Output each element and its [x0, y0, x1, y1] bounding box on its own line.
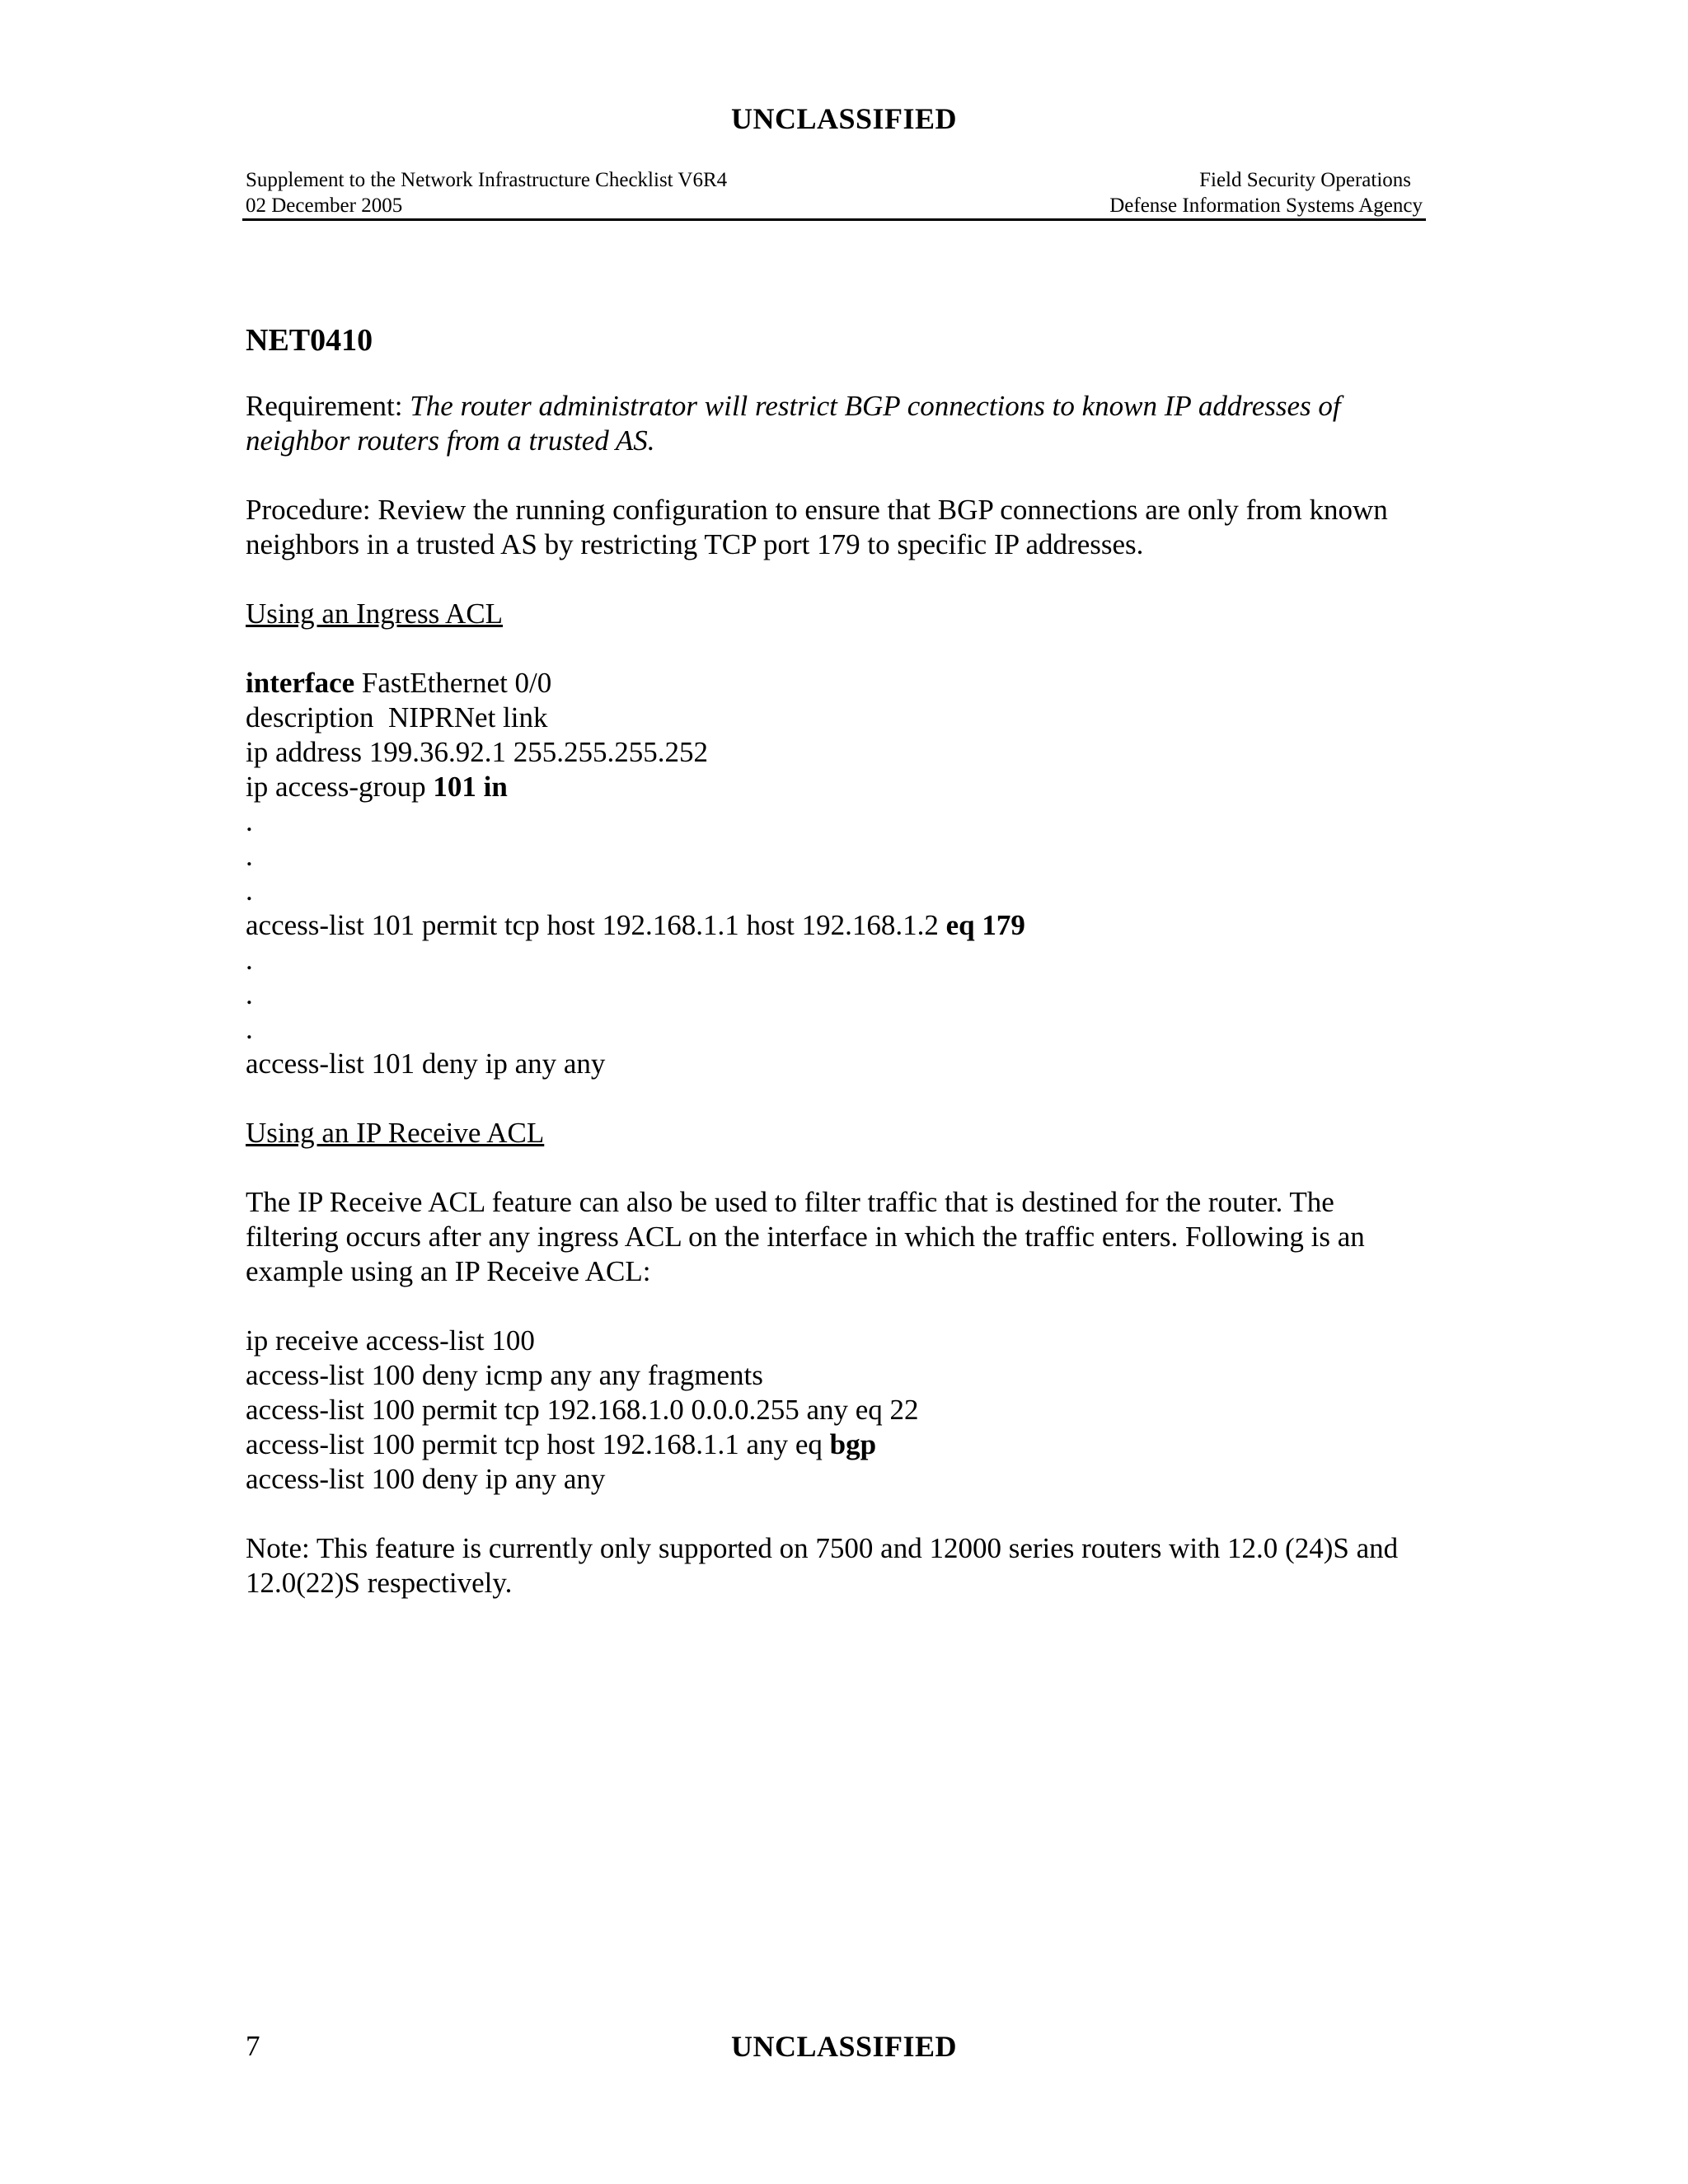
header-row-2	[246, 193, 1423, 218]
header-date: 02 December 2005	[246, 194, 403, 217]
config-line: access-list 100 deny ip any any	[246, 1463, 606, 1495]
config-line: access-list 101 deny ip any any	[246, 1047, 606, 1080]
receive-acl-description: The IP Receive ACL feature can also be used to filter traffic that is destined for the router. The filtering occurs after any ingress ACL on the interface in which the traffic enters. Following is an example using an IP Receive ACL:	[246, 1186, 1365, 1287]
header-organization-unit: Field Security Operations	[1199, 169, 1411, 191]
config-text: access-list 101 permit tcp host 192.168.1.1 host 192.168.1.2	[246, 909, 946, 941]
receive-acl-subheading: Using an IP Receive ACL	[246, 1117, 545, 1149]
ingress-acl-subheading: Using an Ingress ACL	[246, 598, 504, 630]
config-text: access-list 100 permit tcp host 192.168.1.1 any eq	[246, 1428, 830, 1460]
ellipsis-dot: .	[246, 840, 253, 872]
requirement-paragraph	[246, 389, 1424, 458]
requirement-label: Requirement:	[246, 390, 410, 422]
config-line: access-list 100 permit tcp 192.168.1.0 0.0.0.255 any eq 22	[246, 1394, 919, 1426]
page-header	[246, 167, 1423, 218]
classification-marking-top: UNCLASSIFIED	[730, 102, 958, 135]
config-text: FastEthernet 0/0	[354, 667, 552, 699]
ellipsis-dot: .	[246, 944, 253, 976]
ingress-acl-config	[246, 666, 1424, 1081]
ellipsis-dot: .	[246, 1013, 253, 1045]
config-line	[246, 666, 1424, 701]
config-line	[246, 1427, 1424, 1462]
ellipsis-dot: .	[246, 874, 253, 907]
receive-acl-config	[246, 1324, 1424, 1497]
main-content	[246, 321, 1424, 1635]
ellipsis-dot: .	[246, 978, 253, 1010]
ellipsis-dot: .	[246, 805, 253, 837]
classification-marking-bottom: UNCLASSIFIED	[730, 2030, 958, 2063]
config-line: ip address 199.36.92.1 255.255.255.252	[246, 736, 708, 768]
header-row-1	[246, 167, 1423, 193]
header-divider	[242, 218, 1426, 221]
config-line	[246, 908, 1424, 943]
config-line: description NIPRNet link	[246, 701, 548, 733]
config-keyword: interface	[246, 667, 355, 699]
header-document-title: Supplement to the Network Infrastructure Checklist V6R4	[246, 169, 728, 191]
note-paragraph: Note: This feature is currently only supported on 7500 and 12000 series routers with 12.0 (24)S and 12.0(22)S respectively.	[246, 1532, 1399, 1599]
procedure-paragraph: Procedure: Review the running configuration to ensure that BGP connections are only from known neighbors in a trusted AS by restricting TCP port 179 to specific IP addresses.	[246, 494, 1388, 560]
config-keyword: eq 179	[945, 909, 1025, 941]
config-line	[246, 770, 1424, 804]
requirement-text: The router administrator will restrict BGP connections to known IP addresses of neighbor routers from a trusted AS.	[246, 390, 1341, 457]
page-number: 7	[246, 2030, 260, 2062]
config-line: ip receive access-list 100	[246, 1324, 535, 1357]
config-keyword: 101 in	[433, 771, 508, 803]
section-heading: NET0410	[246, 323, 373, 358]
config-line: access-list 100 deny icmp any any fragments	[246, 1359, 763, 1391]
header-agency: Defense Information Systems Agency	[1109, 194, 1423, 217]
config-keyword: bgp	[829, 1428, 877, 1460]
config-text: ip access-group	[246, 771, 434, 803]
